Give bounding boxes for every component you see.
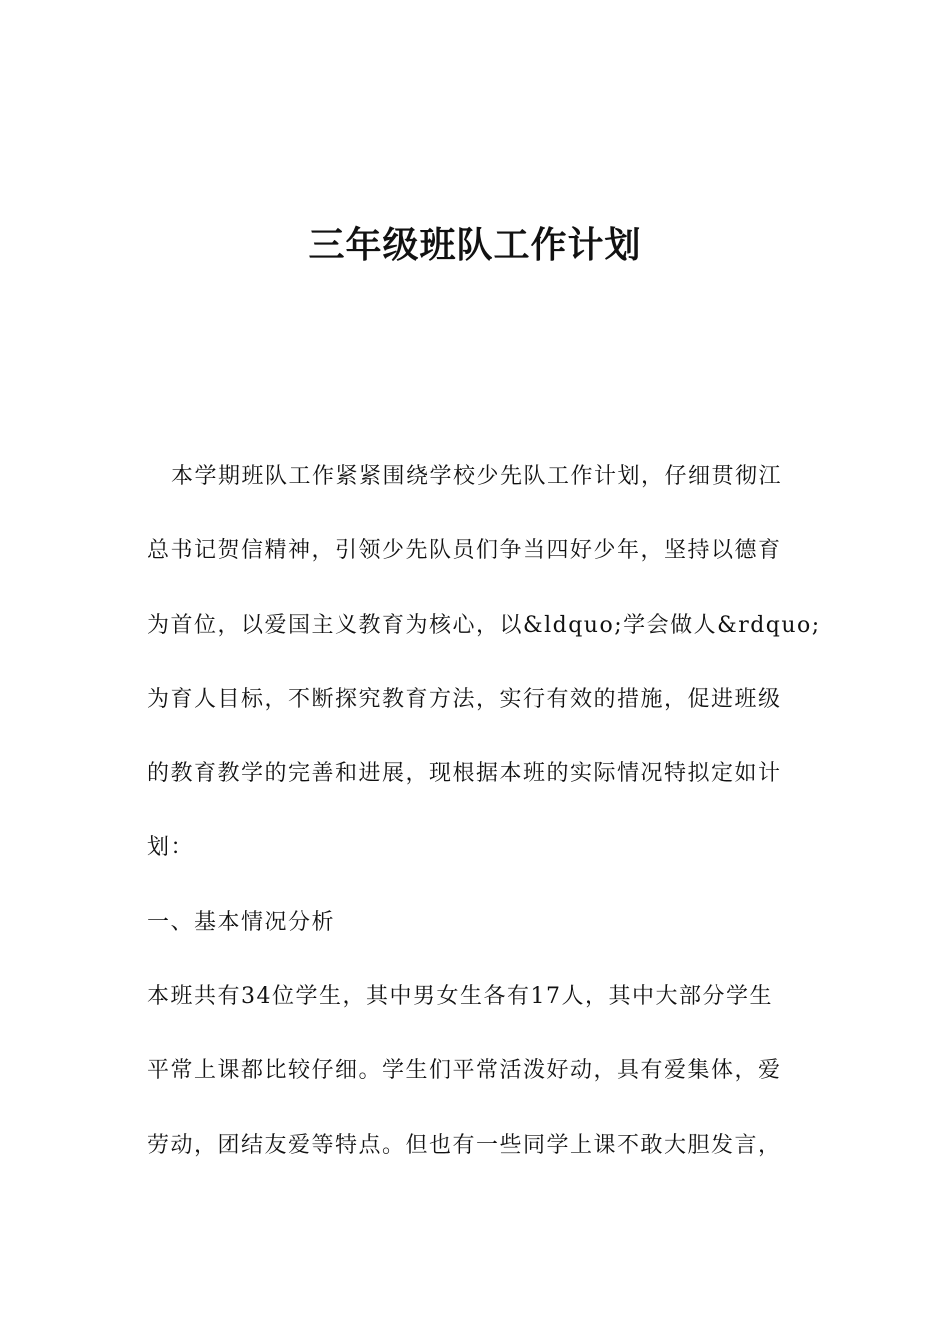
paragraph-line: 总书记贺信精神，引领少先队员们争当四好少年，坚持以德育 [147,538,782,564]
paragraph-line: 本学期班队工作紧紧围绕学校少先队工作计划，仔细贯彻江 [171,464,783,489]
paragraph-line: 本班共有34位学生，其中男女生各有17人，其中大部分学生 [147,984,773,1010]
paragraph-line: 的教育教学的完善和进展，现根据本班的实际情况特拟定如计 [147,761,782,787]
paragraph-line: 划： [147,835,195,861]
section-heading: 一、基本情况分析 [147,909,336,935]
paragraph-line: 劳动，团结友爱等特点。但也有一些同学上课不敢大胆发言， [147,1132,782,1158]
document-body [147,440,821,1183]
paragraph-line: 为首位，以爱国主义教育为核心，以&ldquo;学会做人&rdquo; [147,612,821,638]
paragraph-line: 为育人目标，不断探究教育方法，实行有效的措施，促进班级 [147,686,782,712]
paragraph-line: 平常上课都比较仔细。学生们平常活泼好动，具有爱集体，爱 [147,1058,782,1084]
document-title: 三年级班队工作计划 [308,225,642,266]
